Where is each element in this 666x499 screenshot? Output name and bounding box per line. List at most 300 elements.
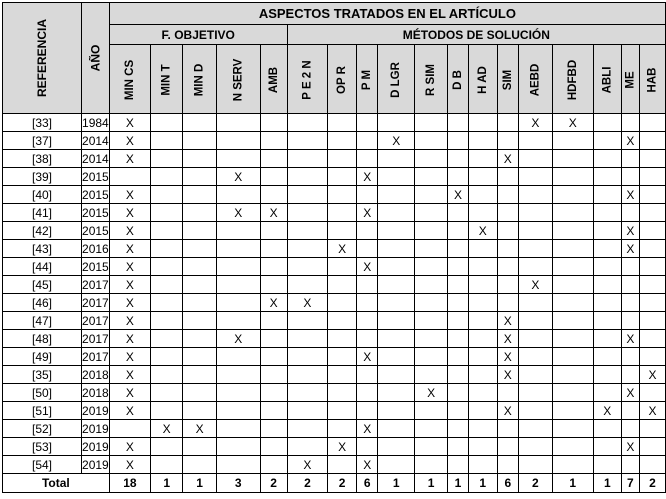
mark-cell (552, 384, 593, 402)
mark-cell (151, 222, 183, 240)
mark-cell (415, 366, 448, 384)
mark-cell (448, 294, 469, 312)
mark-cell: X (621, 186, 639, 204)
total-value: 2 (287, 474, 327, 493)
mark-cell (216, 276, 260, 294)
mark-cell: X (109, 384, 150, 402)
mark-cell (497, 294, 518, 312)
column-header: SIM (497, 45, 518, 114)
mark-cell (378, 420, 415, 438)
mark-cell (151, 348, 183, 366)
mark-cell (287, 168, 327, 186)
mark-cell (260, 438, 287, 456)
total-value: 3 (216, 474, 260, 493)
total-value: 6 (357, 474, 378, 493)
reference-cell: [49] (3, 348, 82, 366)
mark-cell (216, 132, 260, 150)
mark-cell (378, 312, 415, 330)
mark-cell: X (109, 294, 150, 312)
reference-cell: [45] (3, 276, 82, 294)
mark-cell (260, 312, 287, 330)
column-header: D LGR (378, 45, 415, 114)
mark-cell (593, 168, 621, 186)
reference-cell: [52] (3, 420, 82, 438)
mark-cell (328, 204, 357, 222)
mark-cell (552, 402, 593, 420)
mark-cell (593, 420, 621, 438)
year-cell: 1984 (82, 115, 109, 130)
mark-cell (183, 276, 217, 294)
mark-cell (593, 150, 621, 168)
mark-cell (448, 204, 469, 222)
mark-cell (151, 438, 183, 456)
mark-cell: X (151, 420, 183, 438)
mark-cell (328, 402, 357, 420)
mark-cell (287, 438, 327, 456)
mark-cell (468, 168, 497, 186)
mark-cell (151, 150, 183, 168)
mark-cell (640, 294, 666, 312)
referencia-header: REFERENCIA (3, 3, 82, 114)
year-cell: 2019 (82, 403, 109, 418)
mark-cell (378, 402, 415, 420)
mark-cell: X (109, 456, 150, 474)
table-row (3, 150, 666, 168)
mark-cell (328, 222, 357, 240)
mark-cell (216, 294, 260, 312)
mark-cell (640, 114, 666, 132)
mark-cell: X (109, 258, 150, 276)
mark-cell: X (109, 276, 150, 294)
mark-cell (109, 420, 150, 438)
mark-cell (640, 420, 666, 438)
mark-cell (328, 420, 357, 438)
mark-cell (519, 402, 553, 420)
mark-cell (328, 150, 357, 168)
table-row (3, 420, 666, 438)
column-header: AMB (260, 45, 287, 114)
mark-cell (497, 132, 518, 150)
mark-cell: X (328, 438, 357, 456)
mark-cell: X (357, 204, 378, 222)
mark-cell: X (519, 114, 553, 132)
mark-cell (287, 348, 327, 366)
mark-cell: X (497, 402, 518, 420)
mark-cell (552, 186, 593, 204)
mark-cell (183, 384, 217, 402)
mark-cell: X (109, 150, 150, 168)
table-row (3, 384, 666, 402)
mark-cell (448, 384, 469, 402)
mark-cell (621, 312, 639, 330)
mark-cell (552, 456, 593, 474)
mark-cell (415, 348, 448, 366)
mark-cell (519, 150, 553, 168)
mark-cell: X (621, 384, 639, 402)
mark-cell (415, 150, 448, 168)
mark-cell (378, 258, 415, 276)
mark-cell (519, 384, 553, 402)
mark-cell: X (109, 204, 150, 222)
mark-cell: X (109, 348, 150, 366)
mark-cell (183, 222, 217, 240)
mark-cell (415, 186, 448, 204)
mark-cell (328, 132, 357, 150)
mark-cell: X (109, 240, 150, 258)
mark-cell (183, 438, 217, 456)
mark-cell (216, 456, 260, 474)
mark-cell (151, 132, 183, 150)
reference-cell: [39] (3, 168, 82, 186)
mark-cell (328, 366, 357, 384)
mark-cell (468, 402, 497, 420)
mark-cell (287, 258, 327, 276)
mark-cell (415, 294, 448, 312)
mark-cell (216, 420, 260, 438)
f-objetivo-header: F. OBJETIVO (109, 25, 287, 45)
mark-cell (357, 402, 378, 420)
mark-cell (287, 384, 327, 402)
articles-table (2, 2, 666, 493)
mark-cell (216, 402, 260, 420)
total-value: 1 (378, 474, 415, 493)
mark-cell (260, 240, 287, 258)
mark-cell (151, 294, 183, 312)
mark-cell (415, 330, 448, 348)
mark-cell: X (260, 204, 287, 222)
mark-cell (216, 258, 260, 276)
mark-cell (415, 114, 448, 132)
mark-cell (183, 258, 217, 276)
mark-cell: X (109, 114, 150, 132)
mark-cell (593, 276, 621, 294)
mark-cell: X (621, 222, 639, 240)
mark-cell (593, 312, 621, 330)
mark-cell (357, 240, 378, 258)
total-value: 2 (328, 474, 357, 493)
year-cell: 2015 (82, 169, 109, 184)
mark-cell (621, 150, 639, 168)
mark-cell (593, 204, 621, 222)
mark-cell (328, 384, 357, 402)
mark-cell: X (260, 294, 287, 312)
mark-cell (183, 366, 217, 384)
mark-cell (468, 456, 497, 474)
table-row (3, 366, 666, 384)
mark-cell: X (109, 402, 150, 420)
mark-cell (183, 204, 217, 222)
mark-cell: X (621, 438, 639, 456)
mark-cell (519, 240, 553, 258)
mark-cell (260, 150, 287, 168)
mark-cell (519, 168, 553, 186)
mark-cell (468, 420, 497, 438)
mark-cell (519, 456, 553, 474)
mark-cell (468, 132, 497, 150)
total-value: 18 (109, 474, 150, 493)
reference-cell: [51] (3, 402, 82, 420)
mark-cell (183, 186, 217, 204)
mark-cell: X (497, 348, 518, 366)
mark-cell (468, 366, 497, 384)
mark-cell (287, 420, 327, 438)
mark-cell (415, 168, 448, 186)
mark-cell (621, 114, 639, 132)
mark-cell (151, 204, 183, 222)
column-header: AEBD (519, 45, 553, 114)
mark-cell (468, 240, 497, 258)
mark-cell (519, 132, 553, 150)
mark-cell (357, 114, 378, 132)
mark-cell (593, 348, 621, 366)
reference-cell: [54] (3, 456, 82, 474)
mark-cell (415, 456, 448, 474)
mark-cell (519, 420, 553, 438)
mark-cell: X (357, 456, 378, 474)
mark-cell (468, 438, 497, 456)
mark-cell (378, 240, 415, 258)
mark-cell (378, 366, 415, 384)
mark-cell (468, 150, 497, 168)
mark-cell: X (640, 366, 666, 384)
mark-cell (640, 150, 666, 168)
mark-cell (260, 348, 287, 366)
mark-cell (448, 330, 469, 348)
mark-cell (468, 312, 497, 330)
total-value: 1 (415, 474, 448, 493)
mark-cell: X (378, 132, 415, 150)
mark-cell (640, 204, 666, 222)
mark-cell: X (287, 456, 327, 474)
mark-cell (216, 240, 260, 258)
mark-cell (497, 456, 518, 474)
mark-cell (260, 222, 287, 240)
total-value: 2 (519, 474, 553, 493)
mark-cell (357, 384, 378, 402)
mark-cell (357, 330, 378, 348)
mark-cell (640, 168, 666, 186)
mark-cell (468, 186, 497, 204)
table-row (3, 204, 666, 222)
mark-cell (448, 222, 469, 240)
mark-cell (552, 420, 593, 438)
mark-cell (519, 330, 553, 348)
mark-cell (497, 222, 518, 240)
table-row (3, 294, 666, 312)
mark-cell (415, 276, 448, 294)
mark-cell (328, 312, 357, 330)
mark-cell (519, 438, 553, 456)
mark-cell (640, 276, 666, 294)
mark-cell (519, 204, 553, 222)
reference-cell: [53] (3, 438, 82, 456)
mark-cell: X (109, 312, 150, 330)
mark-cell (621, 366, 639, 384)
mark-cell (183, 456, 217, 474)
reference-cell: [38] (3, 150, 82, 168)
mark-cell (287, 204, 327, 222)
mark-cell: X (497, 150, 518, 168)
column-header: ME (621, 45, 639, 114)
mark-cell (448, 150, 469, 168)
mark-cell (260, 456, 287, 474)
mark-cell (552, 438, 593, 456)
mark-cell (260, 330, 287, 348)
mark-cell (640, 384, 666, 402)
mark-cell: X (287, 294, 327, 312)
mark-cell (378, 330, 415, 348)
year-cell: 2016 (82, 241, 109, 256)
mark-cell (519, 222, 553, 240)
mark-cell (497, 114, 518, 132)
mark-cell: X (448, 186, 469, 204)
mark-cell (287, 150, 327, 168)
mark-cell (287, 330, 327, 348)
mark-cell (552, 240, 593, 258)
mark-cell (468, 348, 497, 366)
mark-cell (519, 186, 553, 204)
mark-cell (519, 258, 553, 276)
mark-cell (109, 168, 150, 186)
mark-cell (497, 384, 518, 402)
mark-cell (151, 240, 183, 258)
mark-cell (552, 294, 593, 312)
mark-cell (287, 276, 327, 294)
mark-cell (357, 438, 378, 456)
mark-cell (357, 186, 378, 204)
mark-cell (183, 294, 217, 312)
total-value: 1 (183, 474, 217, 493)
aspectos-header: ASPECTOS TRATADOS EN EL ARTÍCULO (109, 3, 665, 25)
mark-cell: X (621, 330, 639, 348)
mark-cell: X (497, 312, 518, 330)
mark-cell (216, 348, 260, 366)
year-cell: 2019 (82, 439, 109, 454)
mark-cell (357, 222, 378, 240)
mark-cell (593, 294, 621, 312)
mark-cell (468, 294, 497, 312)
mark-cell (621, 348, 639, 366)
column-header: H AD (468, 45, 497, 114)
year-cell: 2018 (82, 385, 109, 400)
mark-cell (287, 366, 327, 384)
mark-cell (378, 186, 415, 204)
table-row (3, 456, 666, 474)
mark-cell (415, 438, 448, 456)
mark-cell (552, 258, 593, 276)
mark-cell (497, 276, 518, 294)
mark-cell (216, 150, 260, 168)
mark-cell (287, 402, 327, 420)
mark-cell (287, 186, 327, 204)
mark-cell (216, 312, 260, 330)
mark-cell (448, 438, 469, 456)
year-cell: 2018 (82, 367, 109, 382)
mark-cell (415, 312, 448, 330)
metodos-header: MÉTODOS DE SOLUCIÓN (287, 25, 665, 45)
mark-cell: X (109, 222, 150, 240)
mark-cell (640, 330, 666, 348)
mark-cell (415, 204, 448, 222)
mark-cell (552, 150, 593, 168)
mark-cell (519, 312, 553, 330)
mark-cell (448, 114, 469, 132)
total-value: 1 (593, 474, 621, 493)
mark-cell (216, 186, 260, 204)
mark-cell (593, 240, 621, 258)
mark-cell (378, 204, 415, 222)
mark-cell (552, 204, 593, 222)
total-value: 2 (260, 474, 287, 493)
mark-cell (497, 420, 518, 438)
reference-cell: [46] (3, 294, 82, 312)
mark-cell (552, 366, 593, 384)
reference-cell: [50] (3, 384, 82, 402)
table-row (3, 132, 666, 150)
total-label: Total (3, 474, 110, 493)
mark-cell (621, 420, 639, 438)
mark-cell (593, 384, 621, 402)
mark-cell (468, 204, 497, 222)
mark-cell (260, 186, 287, 204)
mark-cell (552, 312, 593, 330)
mark-cell (151, 114, 183, 132)
mark-cell: X (109, 330, 150, 348)
mark-cell (497, 186, 518, 204)
mark-cell (448, 168, 469, 186)
mark-cell (260, 276, 287, 294)
year-cell: 2014 (82, 133, 109, 148)
mark-cell (151, 384, 183, 402)
mark-cell (448, 348, 469, 366)
mark-cell (448, 366, 469, 384)
mark-cell: X (109, 186, 150, 204)
mark-cell (357, 150, 378, 168)
column-header: ABLI (593, 45, 621, 114)
mark-cell: X (328, 240, 357, 258)
mark-cell (497, 240, 518, 258)
mark-cell (378, 384, 415, 402)
table-row (3, 186, 666, 204)
mark-cell (593, 186, 621, 204)
mark-cell: X (357, 420, 378, 438)
table-row (3, 438, 666, 456)
reference-cell: [47] (3, 312, 82, 330)
mark-cell (448, 420, 469, 438)
reference-cell: [41] (3, 204, 82, 222)
mark-cell (621, 168, 639, 186)
mark-cell (415, 132, 448, 150)
year-cell: 2014 (82, 151, 109, 166)
mark-cell (593, 222, 621, 240)
mark-cell (260, 420, 287, 438)
reference-cell: [33] (3, 114, 82, 132)
mark-cell (552, 276, 593, 294)
reference-cell: [42] (3, 222, 82, 240)
mark-cell (448, 240, 469, 258)
mark-cell (287, 222, 327, 240)
total-value: 2 (640, 474, 666, 493)
reference-cell: [35] (3, 366, 82, 384)
mark-cell: X (357, 348, 378, 366)
mark-cell (497, 204, 518, 222)
mark-cell (415, 258, 448, 276)
mark-cell (260, 168, 287, 186)
year-cell: 2017 (82, 349, 109, 364)
mark-cell (216, 366, 260, 384)
total-value: 1 (468, 474, 497, 493)
mark-cell (640, 258, 666, 276)
